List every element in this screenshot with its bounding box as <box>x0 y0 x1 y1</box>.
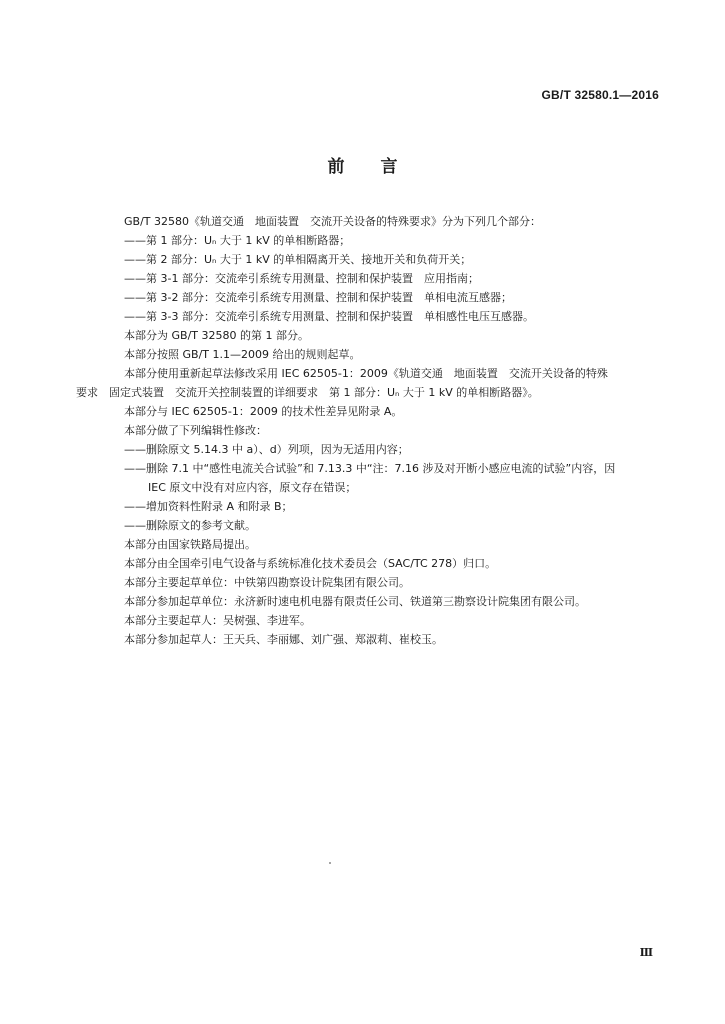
standard-number: GB/T 32580.1—2016 <box>541 88 659 102</box>
paragraph-scope: 本部分为 GB/T 32580 的第 1 部分。 <box>124 329 309 342</box>
paragraph-drafting-rules: 本部分按照 GB/T 1.1—2009 给出的规则起草。 <box>124 348 361 361</box>
list-item-edit4: ——删除原文的参考文献。 <box>124 519 256 532</box>
paragraph-adoption-line2: 要求 固定式装置 交流开关控制装置的详细要求 第 1 部分：Uₙ 大于 1 kV 的单相断路器》。 <box>76 386 539 399</box>
list-item-edit3: ——增加资料性附录 A 和附录 B； <box>124 500 293 513</box>
list-item-part1: ——第 1 部分：Uₙ 大于 1 kV 的单相断路器； <box>124 234 351 247</box>
paragraph-main-drafters: 本部分主要起草人：吴树强、李进军。 <box>124 614 311 627</box>
paragraph-participating-drafters: 本部分参加起草人：王天兵、李丽娜、刘广强、郑淑莉、崔校玉。 <box>124 633 443 646</box>
page-number: Ⅲ <box>639 946 653 959</box>
list-item-edit2-line1: ——删除 7.1 中“感性电流关合试验”和 7.13.3 中“注：7.16 涉及对开断小感应电流的试验”内容，因 <box>124 462 616 475</box>
scan-speck <box>329 862 331 864</box>
list-item-part3-3: ——第 3-3 部分：交流牵引系统专用测量、控制和保护装置 单相感性电压互感器。 <box>124 310 534 323</box>
paragraph-technical-differences: 本部分与 IEC 62505-1：2009 的技术性差异见附录 A。 <box>124 405 403 418</box>
list-item-edit2-line2: IEC 原文中没有对应内容，原文存在错误； <box>148 481 357 494</box>
paragraph-committee: 本部分由全国牵引电气设备与系统标准化技术委员会（SAC/TC 278）归口。 <box>124 557 497 570</box>
paragraph-adoption-line1: 本部分使用重新起草法修改采用 IEC 62505-1：2009《轨道交通 地面装置 交流开关设备的特殊 <box>124 367 608 380</box>
page-title: 前言 <box>327 157 434 177</box>
paragraph-participating-orgs: 本部分参加起草单位：永济新时速电机电器有限责任公司、铁道第三勘察设计院集团有限公司。 <box>124 595 586 608</box>
list-item-part2: ——第 2 部分：Uₙ 大于 1 kV 的单相隔离开关、接地开关和负荷开关； <box>124 253 472 266</box>
document-body <box>76 212 662 649</box>
list-item-part3-1: ——第 3-1 部分：交流牵引系统专用测量、控制和保护装置 应用指南； <box>124 272 479 285</box>
paragraph-main-drafter-org: 本部分主要起草单位：中铁第四勘察设计院集团有限公司。 <box>124 576 410 589</box>
paragraph-editorial-changes: 本部分做了下列编辑性修改： <box>124 424 267 437</box>
list-item-edit1: ——删除原文 5.14.3 中 a）、d）列项，因为无适用内容； <box>124 443 409 456</box>
paragraph-intro: GB/T 32580《轨道交通 地面装置 交流开关设备的特殊要求》分为下列几个部分： <box>124 215 541 228</box>
paragraph-proposer: 本部分由国家铁路局提出。 <box>124 538 256 551</box>
list-item-part3-2: ——第 3-2 部分：交流牵引系统专用测量、控制和保护装置 单相电流互感器； <box>124 291 512 304</box>
